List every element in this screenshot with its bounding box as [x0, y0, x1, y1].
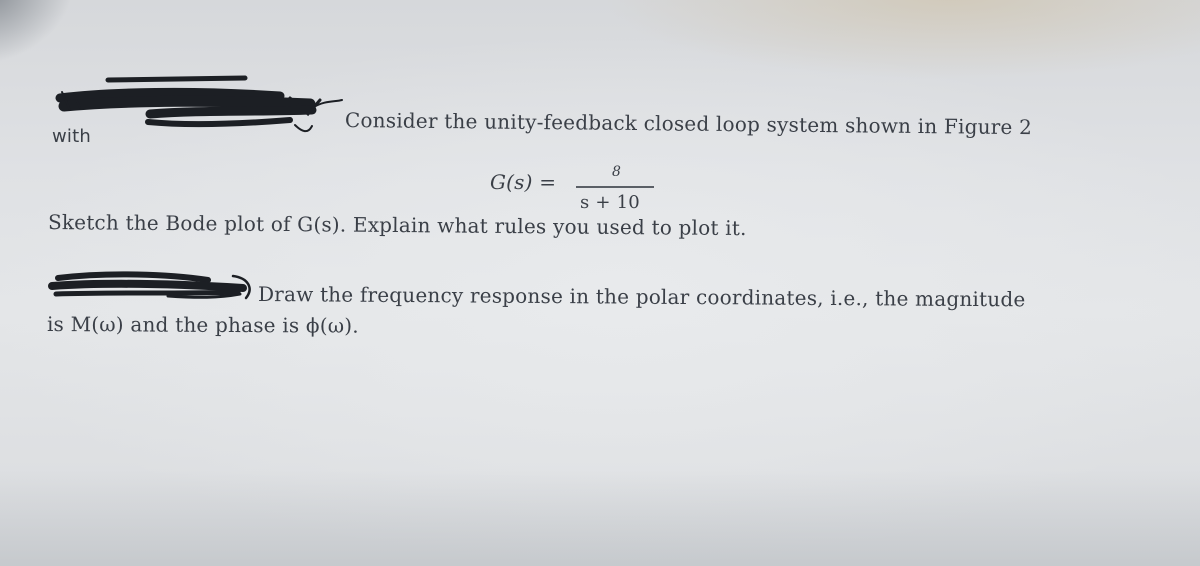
- polar-plot-instruction: Draw the frequency response in the polar coordinates, i.e., the magnitude: [257, 282, 1026, 312]
- bottom-shade: [0, 470, 1200, 566]
- question-intro-text: Consider the unity-feedback closed loop system shown in Figure 2: [344, 108, 1033, 140]
- equation-lhs: G(s) =: [490, 170, 557, 194]
- redaction-scribble-bottom: [48, 268, 263, 308]
- polar-plot-instruction-continued: is M(ω) and the phase is ϕ(ω).: [46, 312, 359, 338]
- bode-plot-instruction: Sketch the Bode plot of G(s). Explain what rules you used to plot it.: [47, 210, 747, 241]
- with-label: with: [52, 126, 91, 147]
- equation-numerator: 8: [612, 164, 622, 180]
- corner-shadow: [0, 0, 98, 70]
- lighting-highlight: [600, 0, 1200, 80]
- redaction-scribble-top: [50, 70, 350, 140]
- fraction-bar: [576, 186, 654, 188]
- equation-denominator: s + 10: [580, 192, 640, 213]
